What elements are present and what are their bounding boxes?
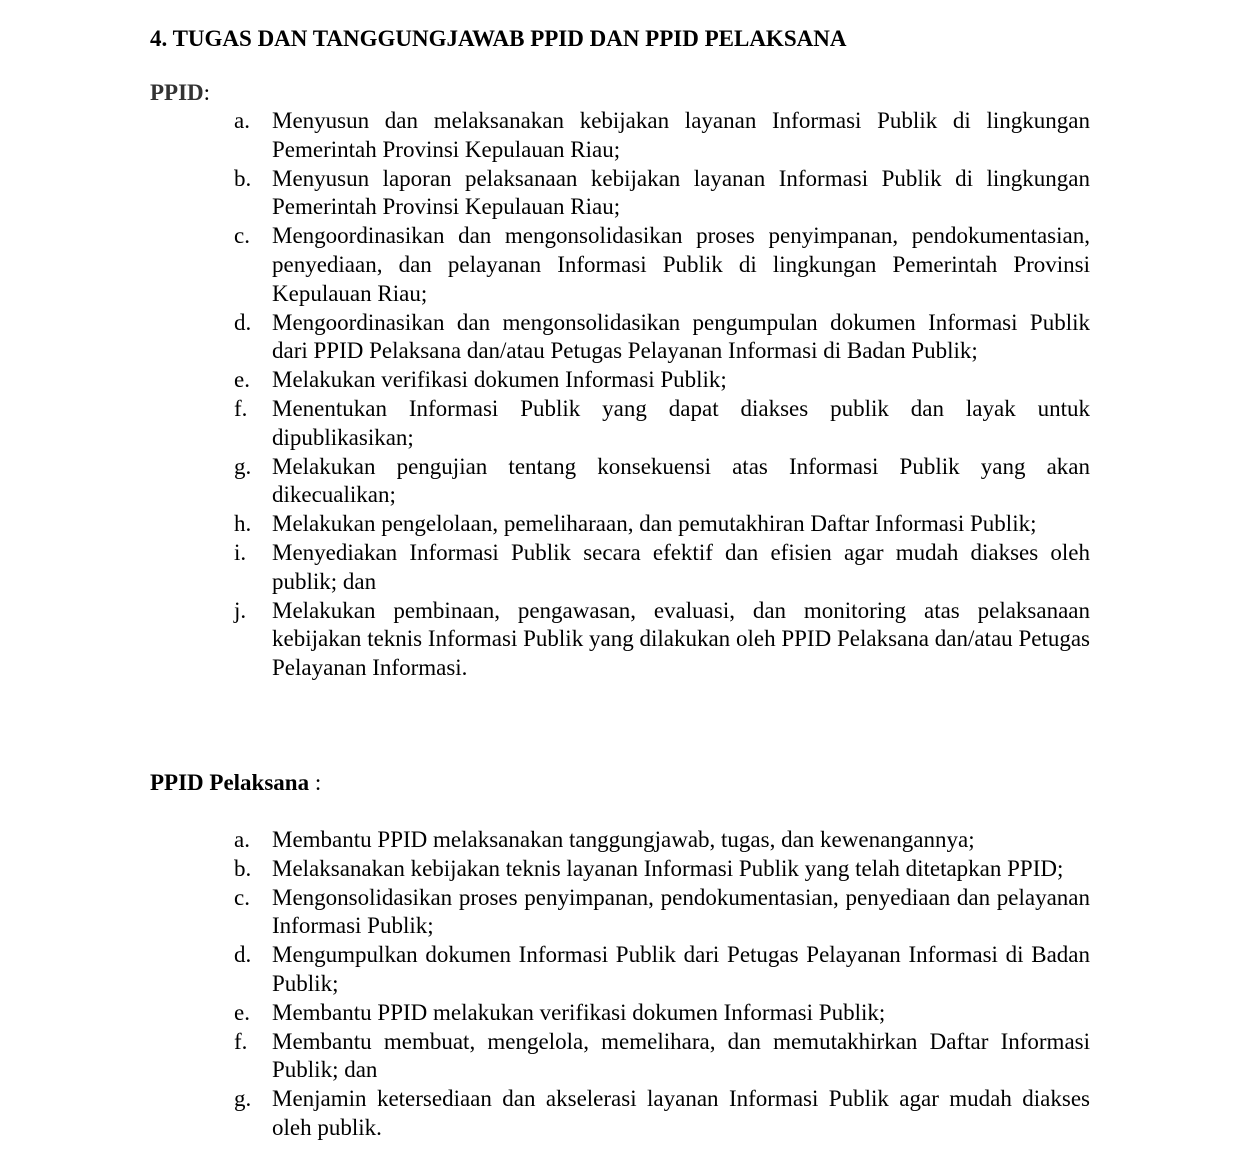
list-item <box>230 1028 1090 1086</box>
ppid-section-label <box>150 78 210 108</box>
list-item <box>230 366 1090 395</box>
list-item <box>230 597 1090 683</box>
list-item <box>230 453 1090 511</box>
list-item <box>230 165 1090 223</box>
list-item-text: Membantu PPID melakukan verifikasi dokumen Informasi Publik; <box>272 999 886 1025</box>
list-item-text: Menentukan Informasi Publik yang dapat diakses publik dan layak untuk dipublikasikan; <box>272 395 1090 450</box>
list-item-text: Melaksanakan kebijakan teknis layanan Informasi Publik yang telah ditetapkan PPID; <box>272 855 1064 881</box>
list-marker: g. <box>234 1086 252 1112</box>
list-item <box>230 999 1090 1028</box>
list-item <box>230 855 1090 884</box>
list-marker: b. <box>234 165 252 191</box>
list-item-text: Membantu membuat, mengelola, memelihara, dan memutakhirkan Daftar Informasi Publik; dan <box>272 1028 1090 1083</box>
list-marker: e. <box>234 999 250 1025</box>
list-item <box>230 107 1090 165</box>
section-heading: 4. TUGAS DAN TANGGUNGJAWAB PPID DAN PPID PELAKSANA <box>150 26 847 51</box>
ppid-pelaksana-label-colon: : <box>309 770 322 795</box>
list-marker: d. <box>234 309 252 335</box>
ppid-label: PPID <box>150 80 204 105</box>
list-item <box>230 826 1090 855</box>
list-marker: j. <box>234 597 247 623</box>
list-item-text: Menjamin ketersediaan dan akselerasi layanan Informasi Publik agar mudah diakses oleh publik. <box>272 1086 1090 1140</box>
list-item <box>230 510 1090 539</box>
ppid-task-list <box>230 107 1090 683</box>
list-marker: e. <box>234 367 250 393</box>
ppid-pelaksana-label: PPID Pelaksana <box>150 770 310 795</box>
list-item-text: Mengoordinasikan dan mengonsolidasikan pengumpulan dokumen Informasi Publik dari PPID Pelaksana dan/atau Petugas Pelayanan Informasi di Badan Publik; <box>272 309 1090 364</box>
list-item-text: Membantu PPID melaksanakan tanggungjawab, tugas, dan kewenangannya; <box>272 827 975 852</box>
ppid-label-colon: : <box>203 80 211 105</box>
list-item <box>230 222 1090 308</box>
list-item <box>230 539 1090 597</box>
list-marker: i. <box>234 539 247 565</box>
list-item-text: Melakukan pengelolaan, pemeliharaan, dan pemutakhiran Daftar Informasi Publik; <box>272 511 1037 537</box>
list-marker: d. <box>234 942 252 968</box>
list-marker: f. <box>234 1028 248 1054</box>
ppid-pelaksana-task-list <box>230 826 1090 1143</box>
list-item <box>230 1085 1090 1143</box>
list-marker: c. <box>234 223 250 249</box>
list-marker: c. <box>234 884 250 910</box>
list-marker: h. <box>234 511 252 537</box>
list-item-text: Menyusun laporan pelaksanaan kebijakan layanan Informasi Publik di lingkungan Pemerintah Provinsi Kepulauan Riau; <box>272 165 1090 220</box>
list-item-text: Mengonsolidasikan proses penyimpanan, pendokumentasian, penyediaan dan pelayanan Informasi Publik; <box>272 884 1090 939</box>
list-item-text: Melakukan verifikasi dokumen Informasi Publik; <box>272 367 727 393</box>
list-item <box>230 309 1090 367</box>
ppid-pelaksana-section-label <box>150 768 321 798</box>
list-item-text: Mengoordinasikan dan mengonsolidasikan proses penyimpanan, pendokumentasian, penyediaan, dan pelayanan Informasi Publik di lingkungan Pemerintah Provinsi Kepulauan Riau; <box>272 223 1090 306</box>
list-item-text: Menyediakan Informasi Publik secara efektif dan efisien agar mudah diakses oleh publik; dan <box>272 539 1090 594</box>
list-item <box>230 941 1090 999</box>
list-marker: b. <box>234 855 252 881</box>
list-marker: f. <box>234 395 248 421</box>
list-item-text: Menyusun dan melaksanakan kebijakan layanan Informasi Publik di lingkungan Pemerintah Provinsi Kepulauan Riau; <box>272 108 1090 162</box>
list-item <box>230 395 1090 453</box>
list-item-text: Melakukan pengujian tentang konsekuensi atas Informasi Publik yang akan dikecualikan; <box>272 453 1090 508</box>
list-item-text: Mengumpulkan dokumen Informasi Publik dari Petugas Pelayanan Informasi di Badan Publik; <box>272 942 1090 996</box>
list-item-text: Melakukan pembinaan, pengawasan, evaluasi, dan monitoring atas pelaksanaan kebijakan teknis Informasi Publik yang dilakukan oleh PPID Pelaksana dan/atau Petugas Pelayanan Informasi. <box>272 597 1090 681</box>
list-marker: g. <box>234 453 252 479</box>
list-marker: a. <box>234 827 250 852</box>
list-marker: a. <box>234 108 250 133</box>
list-item <box>230 884 1090 942</box>
